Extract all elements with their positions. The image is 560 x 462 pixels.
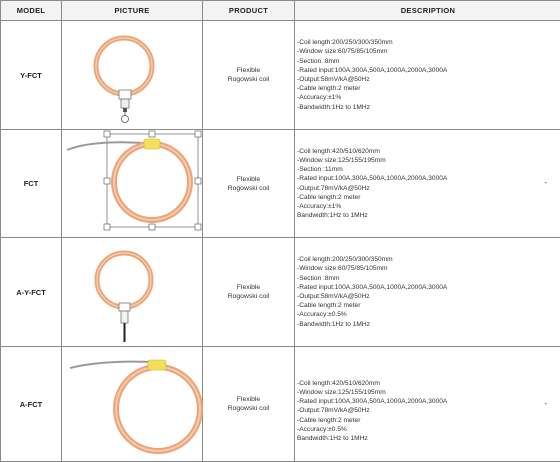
desc-line: -Coil length:420/510/620mm [297,379,560,388]
model-cell: Y-FCT [1,21,62,130]
model-cell: A-FCT [1,347,62,462]
desc-line: -Cable length:2 meter [297,84,560,93]
table-row [1,21,560,130]
model-cell: A-Y-FCT [1,238,62,347]
desc-line: -Rated input:100A,300A,500A,1000A,2000A,3000A [297,66,560,75]
product-line: Rogowski coil [203,404,294,413]
product-line: Flexible [203,283,294,292]
side-mark: - [544,399,547,408]
desc-line: -Window size:125/155/195mm [297,388,560,397]
header-product: PRODUCT [203,1,295,21]
rogowski-coil-image [62,354,203,454]
header-row [1,1,560,21]
desc-line: -Coil length:420/510/620mm [297,147,560,156]
description-cell [295,130,560,238]
desc-line: -Cable length:2 meter [297,416,560,425]
header-description: DESCRIPTION [295,1,560,21]
desc-line: -Rated input:100A,300A,500A,1000A,2000A,3000A [297,283,560,292]
desc-line: -Cable length:2 meter [297,301,560,310]
desc-line: -Accuracy:±1% [297,202,560,211]
desc-line: -Coil length:200/250/300/350mm [297,38,560,47]
desc-line: -Accuracy:±1% [297,93,560,102]
desc-line: Bandwidth:1Hz to 1MHz [297,434,560,443]
description-cell [295,347,560,462]
product-line: Rogowski coil [203,184,294,193]
product-cell [203,238,295,347]
desc-line: -Section :8mm [297,57,560,66]
table-row [1,130,560,238]
picture-cell [62,347,203,462]
product-cell [203,130,295,238]
desc-line: -Cable length:2 meter [297,193,560,202]
desc-line: -Rated input:100A,300A,500A,1000A,2000A,3000A [297,174,560,183]
desc-line: -Window size:60/75/85/105mm [297,264,560,273]
desc-line: Bandwidth:1Hz to 1MHz [297,211,560,220]
description-cell [295,238,560,347]
desc-line: -Coil length:200/250/300/350mm [297,255,560,264]
desc-line: -Output:58mV/kA@50Hz [297,292,560,301]
product-line: Flexible [203,395,294,404]
product-line: Flexible [203,66,294,75]
desc-line: -Output:78mV/kA@50Hz [297,184,560,193]
desc-line: -Section :8mm [297,274,560,283]
table-row [1,238,560,347]
desc-line: -Window size:60/75/85/105mm [297,47,560,56]
picture-cell [62,238,203,347]
desc-line: -Accuracy:±0.5% [297,425,560,434]
table-row [1,347,560,462]
rogowski-coil-image [62,130,203,237]
desc-line: -Window size:125/155/195mm [297,156,560,165]
picture-cell [62,21,203,130]
side-mark: - [544,178,547,187]
header-model: MODEL [1,1,62,21]
desc-line: -Output:58mV/kA@50Hz [297,75,560,84]
rogowski-coil-image [62,238,203,346]
desc-line: -Rated input:100A,300A,500A,1000A,2000A,3000A [297,397,560,406]
rogowski-coil-image [62,21,203,129]
desc-line: -Output:78mV/kA@50Hz [297,406,560,415]
product-line: Flexible [203,175,294,184]
desc-line: -Section :11mm [297,165,560,174]
product-line: Rogowski coil [203,292,294,301]
desc-line: -Accuracy:±0.5% [297,310,560,319]
product-line: Rogowski coil [203,75,294,84]
model-cell: FCT [1,130,62,238]
product-cell [203,347,295,462]
header-picture: PICTURE [62,1,203,21]
desc-line: -Bandwidth:1Hz to 1MHz [297,103,560,112]
description-cell [295,21,560,130]
desc-line: -Bandwidth:1Hz to 1MHz [297,320,560,329]
picture-cell [62,130,203,238]
product-cell [203,21,295,130]
